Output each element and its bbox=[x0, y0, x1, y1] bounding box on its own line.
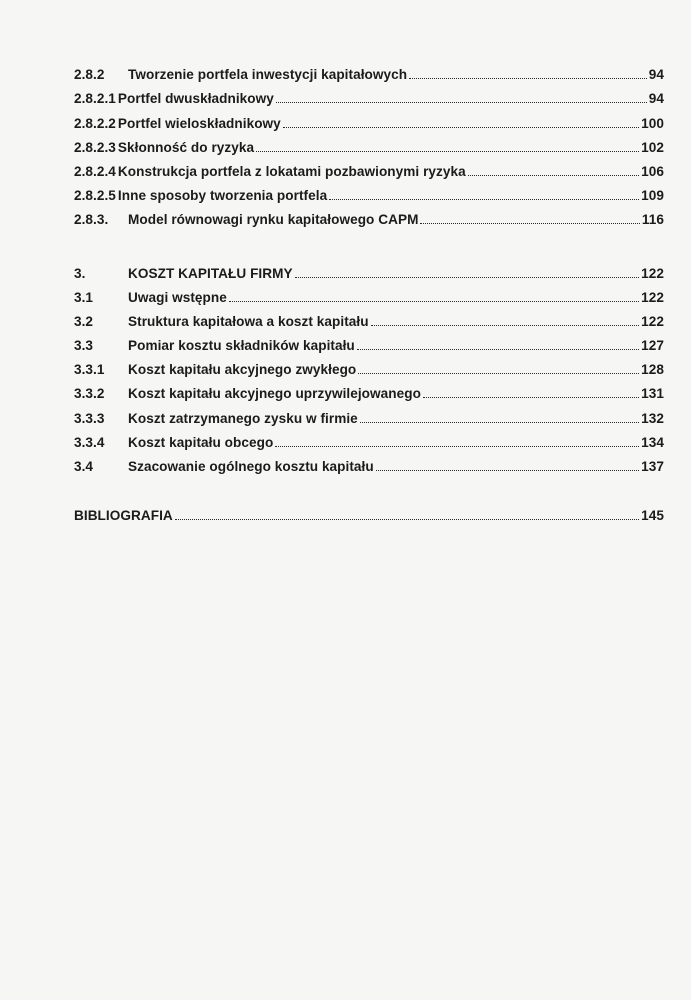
dot-leader bbox=[283, 126, 639, 128]
toc-entry[interactable] bbox=[74, 131, 664, 155]
toc-entry-number: 3.2 bbox=[74, 313, 94, 329]
toc-entry-title: Koszt kapitału obcego bbox=[128, 434, 274, 450]
toc-entry-page: 122 bbox=[641, 265, 664, 281]
toc-entry-title: Koszt kapitału akcyjnego zwykłego bbox=[128, 362, 357, 378]
toc-entry-title: Koszt kapitału akcyjnego uprzywilejowanego bbox=[128, 386, 421, 402]
dot-leader bbox=[295, 276, 640, 278]
dot-leader bbox=[358, 372, 639, 374]
toc-entry-title: Koszt zatrzymanego zysku w firmie bbox=[128, 410, 358, 426]
toc-entry-number: 2.8.2.4 bbox=[74, 163, 116, 179]
toc-entry-number: 3.3.1 bbox=[74, 362, 105, 378]
toc-entry[interactable] bbox=[74, 353, 664, 377]
toc-entry-number: 2.8.2.3 bbox=[74, 139, 116, 155]
toc-entry-title: Portfel wieloskładnikowy bbox=[117, 115, 281, 131]
dot-leader bbox=[409, 77, 647, 79]
toc-entry-page: 102 bbox=[641, 139, 664, 155]
toc-entry-page: 132 bbox=[641, 410, 664, 426]
dot-leader bbox=[229, 300, 639, 302]
toc-entry-title: Konstrukcja portfela z lokatami pozbawionymi ryzyka bbox=[117, 163, 466, 179]
toc-entry-number: 2.8.2.5 bbox=[74, 188, 116, 204]
toc-chapter-entry[interactable] bbox=[74, 256, 664, 280]
toc-entry-title: Model równowagi rynku kapitałowego CAPM bbox=[128, 212, 419, 228]
table-of-contents bbox=[74, 58, 664, 523]
toc-entry[interactable] bbox=[74, 281, 664, 305]
toc-entry-number: 3.3.4 bbox=[74, 434, 105, 450]
toc-entry-number: 3.4 bbox=[74, 459, 94, 474]
toc-entry-title: Portfel dwuskładnikowy bbox=[117, 91, 274, 107]
toc-entry[interactable] bbox=[74, 401, 664, 425]
toc-entry-number: 3.3 bbox=[74, 338, 94, 354]
toc-entry-page: 134 bbox=[641, 434, 664, 450]
toc-entry-page: 131 bbox=[641, 386, 664, 402]
toc-entry-page: 145 bbox=[641, 508, 664, 524]
dot-leader bbox=[423, 396, 639, 398]
toc-entry-page: 122 bbox=[641, 289, 664, 305]
toc-entry[interactable] bbox=[74, 58, 664, 82]
dot-leader bbox=[468, 174, 639, 176]
toc-entry-page: 94 bbox=[648, 67, 664, 83]
toc-entry[interactable] bbox=[74, 179, 664, 203]
toc-entry[interactable] bbox=[74, 82, 664, 106]
toc-entry-number: 3.3.3 bbox=[74, 410, 105, 426]
toc-entry-number: 3.1 bbox=[74, 289, 94, 305]
toc-entry-title: Struktura kapitałowa a koszt kapitału bbox=[128, 313, 369, 329]
toc-entry[interactable] bbox=[74, 106, 664, 130]
toc-entry-number: 3.3.2 bbox=[74, 386, 105, 402]
toc-entry-title: Pomiar kosztu składników kapitału bbox=[128, 338, 355, 354]
toc-entry-number: 2.8.2.1 bbox=[74, 91, 116, 107]
dot-leader bbox=[371, 324, 640, 326]
toc-entry-page: 137 bbox=[641, 459, 664, 474]
toc-entry-title: Skłonność do ryzyka bbox=[117, 139, 255, 155]
toc-entry-title: Tworzenie portfela inwestycji kapitałowych bbox=[128, 67, 408, 83]
section-spacer bbox=[74, 474, 664, 499]
toc-entry[interactable] bbox=[74, 377, 664, 401]
toc-entry-title: Szacowanie ogólnego kosztu kapitału bbox=[128, 459, 374, 474]
toc-entry-number: 2.8.2 bbox=[74, 67, 105, 83]
toc-entry-title: Inne sposoby tworzenia portfela bbox=[117, 188, 328, 204]
toc-entry-title: BIBLIOGRAFIA bbox=[74, 508, 173, 524]
toc-entry-page: 94 bbox=[648, 91, 664, 107]
dot-leader bbox=[376, 469, 639, 471]
toc-entry-page: 109 bbox=[641, 188, 664, 204]
toc-entry[interactable] bbox=[74, 203, 664, 227]
toc-entry-page: 127 bbox=[641, 338, 664, 354]
toc-entry-number: 2.8.3. bbox=[74, 212, 109, 228]
dot-leader bbox=[175, 518, 639, 520]
toc-entry-title: Uwagi wstępne bbox=[128, 289, 227, 305]
toc-entry-number: 2.8.2.2 bbox=[74, 115, 116, 131]
dot-leader bbox=[275, 445, 639, 447]
dot-leader bbox=[360, 421, 639, 423]
section-spacer bbox=[74, 227, 664, 256]
toc-entry[interactable] bbox=[74, 155, 664, 179]
dot-leader bbox=[329, 198, 639, 200]
toc-entry-page: 116 bbox=[641, 212, 664, 228]
toc-entry[interactable] bbox=[74, 426, 664, 450]
dot-leader bbox=[256, 150, 639, 152]
toc-entry-page: 128 bbox=[641, 362, 664, 378]
dot-leader bbox=[276, 101, 647, 103]
dot-leader bbox=[357, 348, 639, 350]
toc-bibliography-entry[interactable] bbox=[74, 499, 664, 523]
toc-entry[interactable] bbox=[74, 450, 664, 474]
toc-entry[interactable] bbox=[74, 329, 664, 353]
toc-entry[interactable] bbox=[74, 305, 664, 329]
toc-entry-title: KOSZT KAPITAŁU FIRMY bbox=[128, 265, 293, 281]
dot-leader bbox=[420, 222, 639, 224]
toc-entry-page: 122 bbox=[641, 313, 664, 329]
toc-entry-page: 106 bbox=[641, 163, 664, 179]
toc-entry-page: 100 bbox=[641, 115, 664, 131]
toc-entry-number: 3. bbox=[74, 265, 86, 281]
